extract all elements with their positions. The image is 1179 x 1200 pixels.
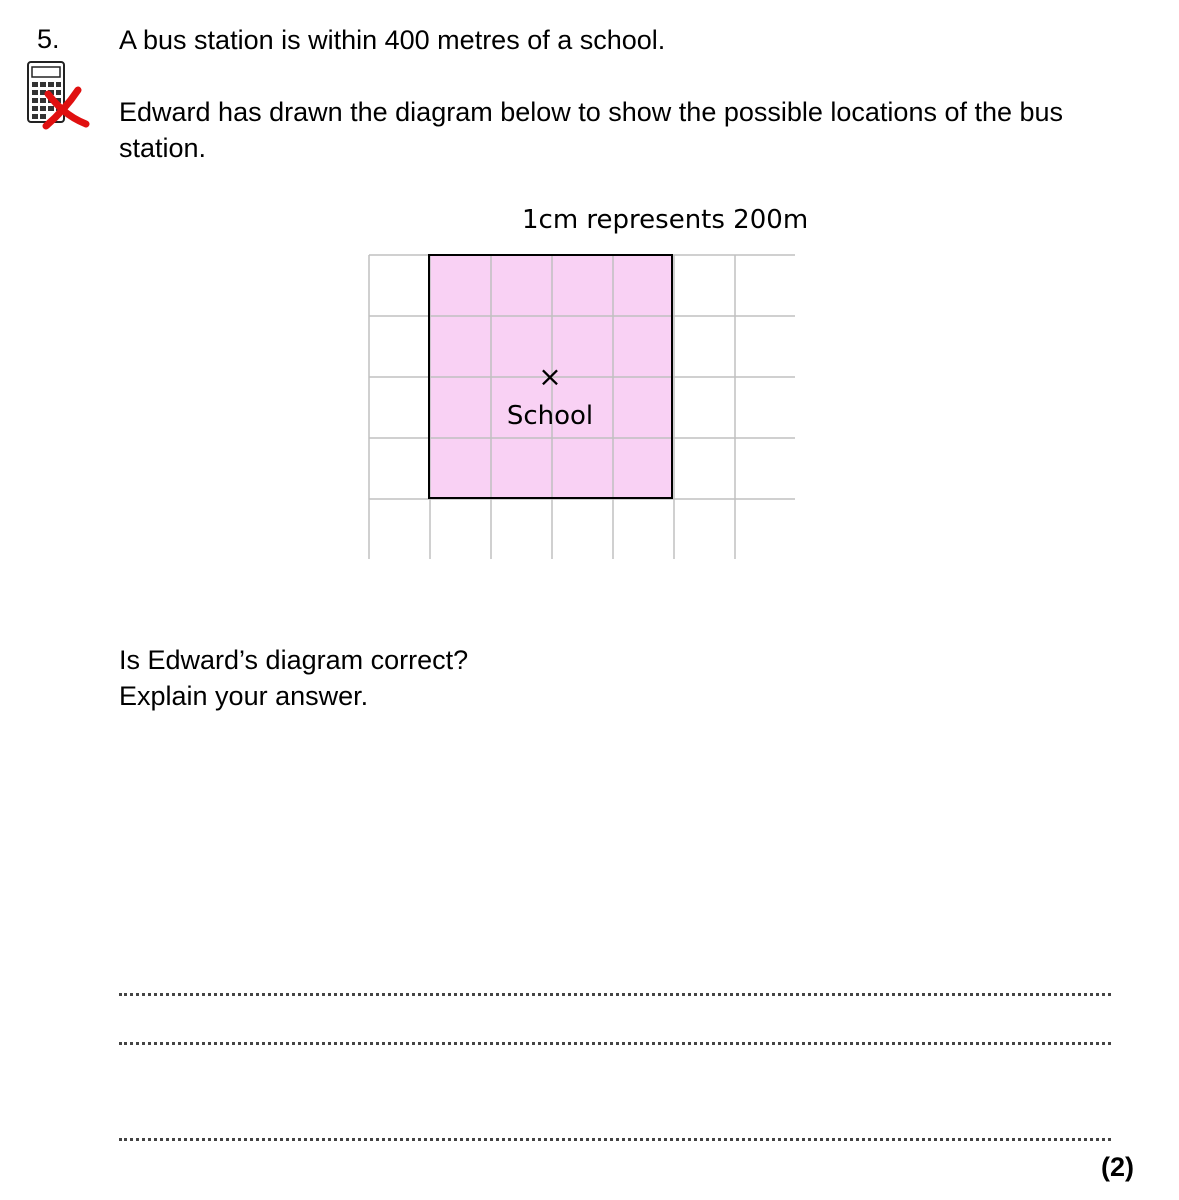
scale-diagram [368, 254, 795, 559]
answer-line-3[interactable] [119, 1138, 1111, 1141]
prompt-line-2: Explain your answer. [119, 681, 369, 711]
answer-line-2[interactable] [119, 1042, 1111, 1045]
answer-line-1[interactable] [119, 993, 1111, 996]
scale-label: 1cm represents 200m [522, 205, 809, 235]
marks-label: (2) [1101, 1152, 1134, 1182]
no-calculator-icon [26, 60, 90, 130]
question-intro: A bus station is within 400 metres of a school. [119, 25, 666, 55]
school-label: School [506, 401, 594, 431]
question-number: 5. [37, 24, 60, 54]
prompt-line-1: Is Edward’s diagram correct? [119, 645, 469, 675]
school-marker: × [538, 360, 562, 393]
question-prompt [119, 642, 468, 714]
question-context: Edward has drawn the diagram below to show the possible locations of the bus station. [119, 97, 1064, 163]
